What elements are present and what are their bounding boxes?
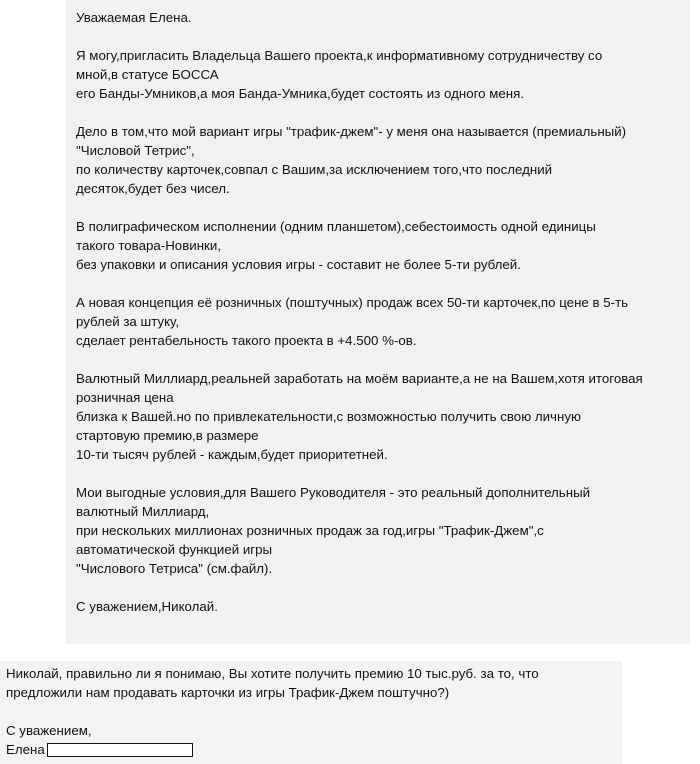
- paragraph-line: В полиграфическом исполнении (одним планшетом),себестоимость одной единицы: [76, 219, 596, 234]
- greeting-text: Уважаемая Елена.: [76, 10, 192, 25]
- paragraph-line: по количеству карточек,совпал с Вашим,за исключением того,что последний: [76, 162, 553, 177]
- letter-greeting: [76, 8, 684, 27]
- paragraph-line: сделает рентабельность такого проекта в +4.500 %-ов.: [76, 333, 417, 348]
- paragraph-line: Валютный Миллиард,реальней заработать на моём варианте,а не на Вашем,хотя итоговая: [76, 371, 643, 386]
- paragraph-line: "Числовой Тетрис",: [76, 143, 195, 158]
- reply-spacer: [6, 702, 616, 721]
- paragraph-line: рублей за штуку,: [76, 314, 180, 329]
- letter-paragraph: [76, 483, 684, 578]
- paragraph-line: его Банды-Умников,а моя Банда-Умника,будет состоять из одного меня.: [76, 86, 525, 101]
- paragraph-line: Я могу,пригласить Владельца Вашего проекта,к информативному сотрудничеству со: [76, 48, 603, 63]
- paragraph-line: стартовую премию,в размере: [76, 428, 259, 443]
- paragraph-line: розничная цена: [76, 390, 174, 405]
- reply-closing: С уважением,: [6, 723, 92, 738]
- signature-row: [6, 740, 616, 759]
- letter-closing: [76, 597, 684, 616]
- letter-paragraph: [76, 122, 684, 198]
- paragraph-line: Дело в том,что мой вариант игры "трафик-джем"- у меня она называется (премиальный): [76, 124, 627, 139]
- paragraph-line: А новая концепция её розничных (поштучных) продаж всех 50-ти карточек,по цене в 5-ть: [76, 295, 629, 310]
- letter-paragraph: [76, 46, 684, 103]
- letter-paragraph: [76, 293, 684, 350]
- paragraph-line: Мои выгодные условия,для Вашего Руководителя - это реальный дополнительный: [76, 485, 591, 500]
- paragraph-line: "Числового Тетриса" (см.файл).: [76, 561, 273, 576]
- paragraph-line: десяток,будет без чисел.: [76, 181, 230, 196]
- reply-line: Николай, правильно ли я понимаю, Вы хотите получить премию 10 тыс.руб. за то, что: [6, 666, 539, 681]
- paragraph-line: мной,в статусе БОССА: [76, 67, 219, 82]
- letter-paragraph: [76, 217, 684, 274]
- paragraph-line: такого товара-Новинки,: [76, 238, 221, 253]
- paragraph-line: 10-ти тысяч рублей - каждым,будет приоритетней.: [76, 447, 388, 462]
- reply-message: [0, 661, 622, 764]
- paragraph-line: автоматической функцией игры: [76, 542, 273, 557]
- closing-text: С уважением,Николай.: [76, 599, 218, 614]
- paragraph-line: валютный Миллиард,: [76, 504, 210, 519]
- quoted-letter: [66, 0, 690, 644]
- paragraph-line: близка к Вашей.но по привлекательности,с возможностью получить свою личную: [76, 409, 581, 424]
- signature-name: Елена: [6, 742, 45, 757]
- reply-line: предложили нам продавать карточки из игры Трафик-Джем поштучно?): [6, 685, 450, 700]
- letter-paragraph: [76, 369, 684, 464]
- paragraph-line: при нескольких миллионах розничных продаж за год,игры "Трафик-Джем",с: [76, 523, 544, 538]
- paragraph-line: без упаковки и описания условия игры - составит не более 5-ти рублей.: [76, 257, 521, 272]
- redaction-box: [47, 743, 193, 757]
